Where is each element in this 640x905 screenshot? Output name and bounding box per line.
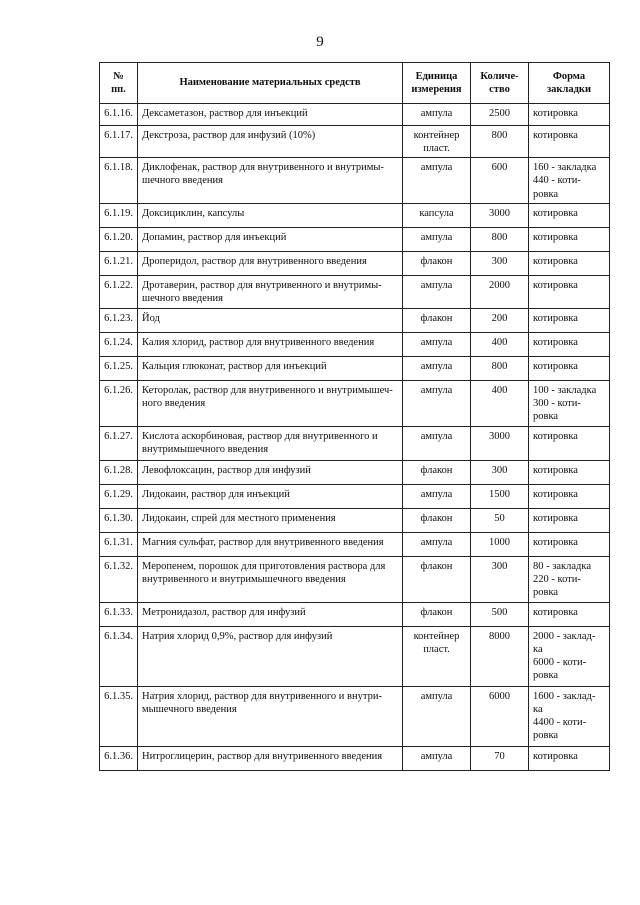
- form-cell: котировка: [529, 104, 610, 126]
- quantity-cell: 2500: [471, 104, 529, 126]
- unit-cell: ампула: [403, 276, 471, 308]
- table-row: [100, 204, 610, 228]
- item-name-cell: Допамин, раствор для инъекций: [138, 228, 403, 252]
- quantity-cell: 3000: [471, 426, 529, 460]
- unit-cell: ампула: [403, 484, 471, 508]
- row-number-cell: 6.1.34.: [100, 626, 138, 686]
- item-name-cell: Калия хлорид, раствор для внутривенного введения: [138, 332, 403, 356]
- table-header-row: [100, 63, 610, 104]
- quantity-cell: 400: [471, 380, 529, 426]
- form-cell: котировка: [529, 228, 610, 252]
- form-cell: котировка: [529, 532, 610, 556]
- item-name-cell: Диклофенак, раствор для внутривенного и внутримы- шечного введения: [138, 158, 403, 204]
- item-name-cell: Лидокаин, раствор для инъекций: [138, 484, 403, 508]
- item-name-cell: Левофлоксацин, раствор для инфузий: [138, 460, 403, 484]
- unit-cell: флакон: [403, 602, 471, 626]
- form-cell: 2000 - заклад- ка 6000 - коти- ровка: [529, 626, 610, 686]
- item-name-cell: Йод: [138, 308, 403, 332]
- quantity-cell: 500: [471, 602, 529, 626]
- materials-table: [99, 62, 610, 771]
- table-row: [100, 556, 610, 602]
- form-cell: котировка: [529, 426, 610, 460]
- table-row: [100, 686, 610, 746]
- table-row: [100, 460, 610, 484]
- row-number-cell: 6.1.35.: [100, 686, 138, 746]
- item-name-cell: Доксициклин, капсулы: [138, 204, 403, 228]
- unit-cell: ампула: [403, 356, 471, 380]
- header-form: Форма закладки: [529, 63, 610, 104]
- item-name-cell: Нитроглицерин, раствор для внутривенного введения: [138, 746, 403, 770]
- item-name-cell: Дротаверин, раствор для внутривенного и внутримы- шечного введения: [138, 276, 403, 308]
- unit-cell: ампула: [403, 228, 471, 252]
- form-cell: котировка: [529, 602, 610, 626]
- item-name-cell: Кеторолак, раствор для внутривенного и внутримышеч- ного введения: [138, 380, 403, 426]
- row-number-cell: 6.1.27.: [100, 426, 138, 460]
- header-qty: Количе- ство: [471, 63, 529, 104]
- item-name-cell: Дексаметазон, раствор для инъекций: [138, 104, 403, 126]
- item-name-cell: Натрия хлорид 0,9%, раствор для инфузий: [138, 626, 403, 686]
- row-number-cell: 6.1.18.: [100, 158, 138, 204]
- item-name-cell: Дроперидол, раствор для внутривенного введения: [138, 252, 403, 276]
- row-number-cell: 6.1.31.: [100, 532, 138, 556]
- unit-cell: флакон: [403, 508, 471, 532]
- row-number-cell: 6.1.36.: [100, 746, 138, 770]
- quantity-cell: 800: [471, 126, 529, 158]
- table-row: [100, 532, 610, 556]
- form-cell: 1600 - заклад- ка 4400 - коти- ровка: [529, 686, 610, 746]
- table-row: [100, 158, 610, 204]
- row-number-cell: 6.1.24.: [100, 332, 138, 356]
- form-cell: котировка: [529, 252, 610, 276]
- table-row: [100, 626, 610, 686]
- unit-cell: флакон: [403, 460, 471, 484]
- item-name-cell: Метронидазол, раствор для инфузий: [138, 602, 403, 626]
- unit-cell: капсула: [403, 204, 471, 228]
- unit-cell: флакон: [403, 556, 471, 602]
- table-row: [100, 356, 610, 380]
- form-cell: котировка: [529, 746, 610, 770]
- form-cell: котировка: [529, 276, 610, 308]
- header-num: № пп.: [100, 63, 138, 104]
- quantity-cell: 1000: [471, 532, 529, 556]
- row-number-cell: 6.1.32.: [100, 556, 138, 602]
- quantity-cell: 800: [471, 228, 529, 252]
- form-cell: котировка: [529, 484, 610, 508]
- unit-cell: ампула: [403, 746, 471, 770]
- quantity-cell: 6000: [471, 686, 529, 746]
- table-row: [100, 508, 610, 532]
- form-cell: котировка: [529, 332, 610, 356]
- item-name-cell: Меропенем, порошок для приготовления раствора для внутривенного и внутримышечного введения: [138, 556, 403, 602]
- quantity-cell: 8000: [471, 626, 529, 686]
- unit-cell: ампула: [403, 380, 471, 426]
- row-number-cell: 6.1.30.: [100, 508, 138, 532]
- item-name-cell: Лидокаин, спрей для местного применения: [138, 508, 403, 532]
- item-name-cell: Кальция глюконат, раствор для инъекций: [138, 356, 403, 380]
- row-number-cell: 6.1.21.: [100, 252, 138, 276]
- item-name-cell: Натрия хлорид, раствор для внутривенного и внутри- мышечного введения: [138, 686, 403, 746]
- unit-cell: флакон: [403, 308, 471, 332]
- table-row: [100, 332, 610, 356]
- row-number-cell: 6.1.25.: [100, 356, 138, 380]
- unit-cell: ампула: [403, 532, 471, 556]
- unit-cell: ампула: [403, 158, 471, 204]
- quantity-cell: 300: [471, 460, 529, 484]
- row-number-cell: 6.1.17.: [100, 126, 138, 158]
- table-body: [100, 104, 610, 771]
- unit-cell: флакон: [403, 252, 471, 276]
- table-row: [100, 746, 610, 770]
- page-number: 9: [316, 34, 324, 50]
- form-cell: котировка: [529, 126, 610, 158]
- unit-cell: ампула: [403, 426, 471, 460]
- row-number-cell: 6.1.16.: [100, 104, 138, 126]
- form-cell: 160 - закладка 440 - коти- ровка: [529, 158, 610, 204]
- header-unit: Единица измерения: [403, 63, 471, 104]
- form-cell: котировка: [529, 508, 610, 532]
- table-row: [100, 602, 610, 626]
- item-name-cell: Кислота аскорбиновая, раствор для внутривенного и внутримышечного введения: [138, 426, 403, 460]
- unit-cell: ампула: [403, 104, 471, 126]
- quantity-cell: 800: [471, 356, 529, 380]
- quantity-cell: 1500: [471, 484, 529, 508]
- row-number-cell: 6.1.28.: [100, 460, 138, 484]
- item-name-cell: Магния сульфат, раствор для внутривенного введения: [138, 532, 403, 556]
- quantity-cell: 50: [471, 508, 529, 532]
- header-name: Наименование материальных средств: [138, 63, 403, 104]
- unit-cell: ампула: [403, 332, 471, 356]
- table-row: [100, 484, 610, 508]
- table-row: [100, 426, 610, 460]
- table-row: [100, 228, 610, 252]
- form-cell: котировка: [529, 356, 610, 380]
- quantity-cell: 300: [471, 252, 529, 276]
- unit-cell: ампула: [403, 686, 471, 746]
- quantity-cell: 3000: [471, 204, 529, 228]
- quantity-cell: 70: [471, 746, 529, 770]
- row-number-cell: 6.1.26.: [100, 380, 138, 426]
- quantity-cell: 200: [471, 308, 529, 332]
- table-row: [100, 276, 610, 308]
- row-number-cell: 6.1.23.: [100, 308, 138, 332]
- unit-cell: контейнер пласт.: [403, 126, 471, 158]
- form-cell: 100 - закладка 300 - коти- ровка: [529, 380, 610, 426]
- quantity-cell: 300: [471, 556, 529, 602]
- row-number-cell: 6.1.33.: [100, 602, 138, 626]
- table-row: [100, 308, 610, 332]
- row-number-cell: 6.1.22.: [100, 276, 138, 308]
- row-number-cell: 6.1.20.: [100, 228, 138, 252]
- row-number-cell: 6.1.29.: [100, 484, 138, 508]
- table-row: [100, 380, 610, 426]
- form-cell: 80 - закладка 220 - коти- ровка: [529, 556, 610, 602]
- quantity-cell: 600: [471, 158, 529, 204]
- form-cell: котировка: [529, 308, 610, 332]
- table-row: [100, 252, 610, 276]
- quantity-cell: 2000: [471, 276, 529, 308]
- quantity-cell: 400: [471, 332, 529, 356]
- table-row: [100, 104, 610, 126]
- unit-cell: контейнер пласт.: [403, 626, 471, 686]
- item-name-cell: Декстроза, раствор для инфузий (10%): [138, 126, 403, 158]
- row-number-cell: 6.1.19.: [100, 204, 138, 228]
- table-row: [100, 126, 610, 158]
- form-cell: котировка: [529, 204, 610, 228]
- form-cell: котировка: [529, 460, 610, 484]
